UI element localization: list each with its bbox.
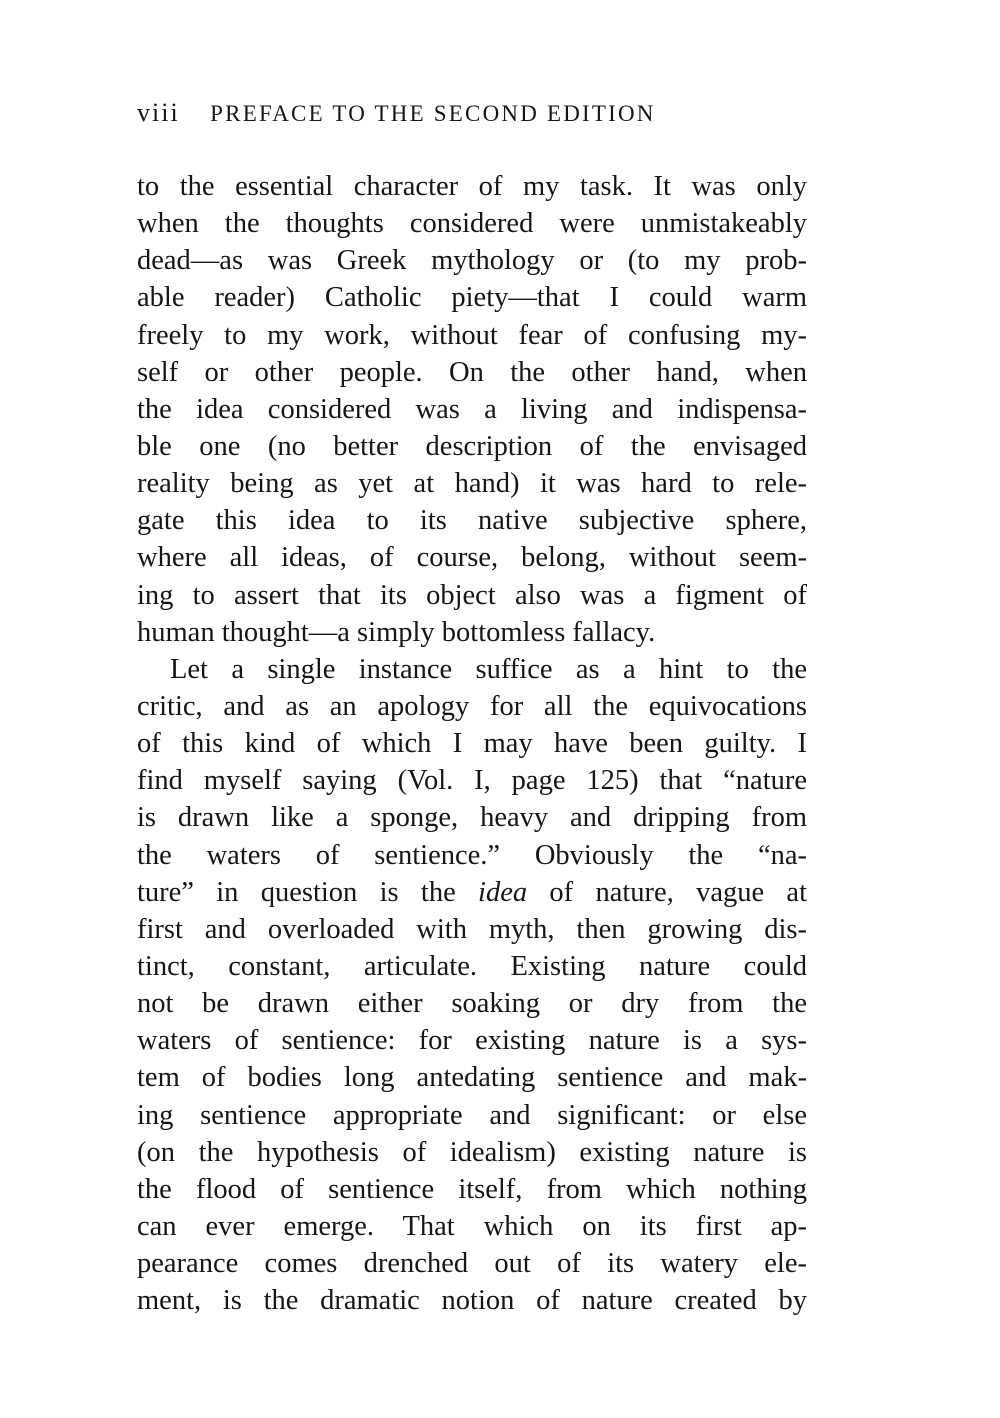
text-line: freely to my work, without fear of confusing my- <box>137 319 807 351</box>
running-title: PREFACE TO THE SECOND EDITION <box>210 101 656 126</box>
text-line: is drawn like a sponge, heavy and dripping from <box>137 802 807 834</box>
text-line: tinct, constant, articulate. Existing nature could <box>137 950 807 982</box>
body-text <box>137 168 807 1319</box>
text-line: not be drawn either soaking or dry from the <box>137 988 807 1020</box>
text-line: can ever emerge. That which on its first ap- <box>137 1210 807 1242</box>
page-number: viii <box>137 98 180 127</box>
running-head <box>137 98 817 129</box>
text-line: reality being as yet at hand) it was hard to rele- <box>137 468 807 500</box>
text-line: find myself saying (Vol. I, page 125) that “nature <box>137 765 807 797</box>
text-line: ble one (no better description of the envisaged <box>137 430 807 462</box>
text-line: Let a single instance suffice as a hint to the <box>170 653 807 685</box>
text-line: able reader) Catholic piety—that I could warm <box>137 282 807 314</box>
text-line: waters of sentience: for existing nature is a sys- <box>137 1025 807 1057</box>
text-line: tem of bodies long antedating sentience and mak- <box>137 1062 807 1094</box>
text-line: ment, is the dramatic notion of nature created by <box>137 1285 807 1317</box>
italic-word: idea <box>478 876 528 908</box>
text-line: gate this idea to its native subjective sphere, <box>137 505 807 537</box>
text-line: (on the hypothesis of idealism) existing nature is <box>137 1136 807 1168</box>
text-line: critic, and as an apology for all the equivocations <box>137 690 807 722</box>
text-line: where all ideas, of course, belong, without seem- <box>137 542 807 574</box>
text-line: of this kind of which I may have been guilty. I <box>137 728 807 760</box>
text-line: the waters of sentience.” Obviously the “na- <box>137 839 807 871</box>
text-line: self or other people. On the other hand, when <box>137 356 807 388</box>
text-line: ing sentience appropriate and significant: or else <box>137 1099 807 1131</box>
text-line: the idea considered was a living and indispensa- <box>137 393 807 425</box>
text-span: ture” in question is the <box>137 876 479 908</box>
text-line <box>137 874 807 911</box>
text-span: of nature, vague at <box>527 876 807 908</box>
text-line: dead—as was Greek mythology or (to my prob- <box>137 245 807 277</box>
text-line: first and overloaded with myth, then growing dis- <box>137 913 807 945</box>
text-line: the flood of sentience itself, from which nothing <box>137 1173 807 1205</box>
text-line: to the essential character of my task. It was only <box>137 171 807 202</box>
text-line: ing to assert that its object also was a figment of <box>137 579 807 611</box>
text-line: when the thoughts considered were unmistakeably <box>137 208 807 240</box>
text-line: human thought—a simply bottomless fallacy. <box>137 616 656 648</box>
text-line: pearance comes drenched out of its watery ele- <box>137 1248 807 1280</box>
